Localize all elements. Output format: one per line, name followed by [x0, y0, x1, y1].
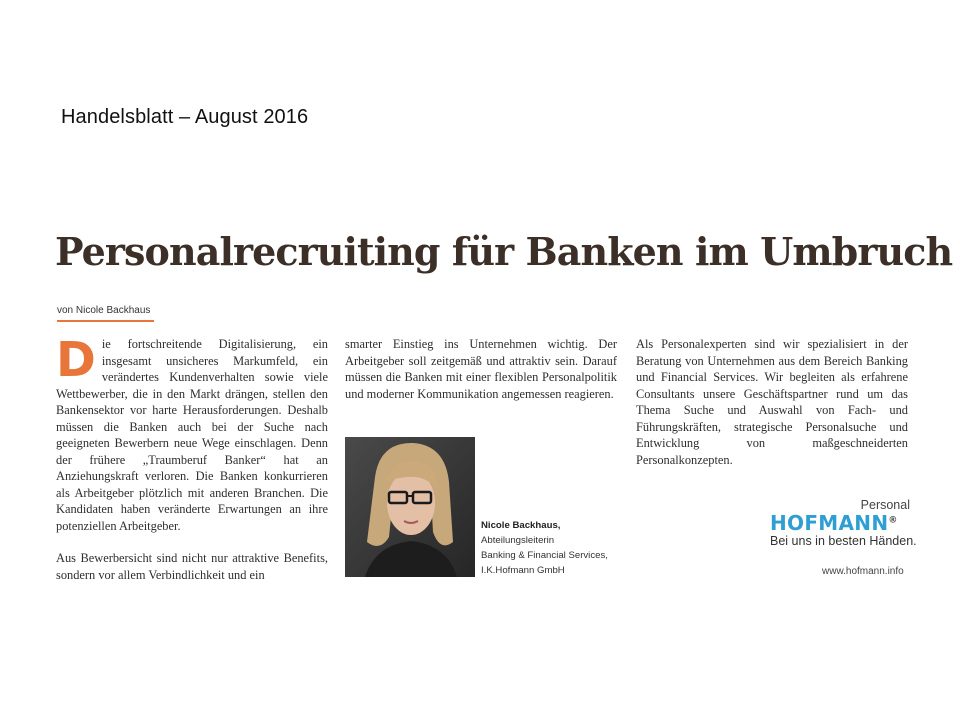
article-column-1	[56, 332, 328, 583]
source-label: Handelsblatt – August 2016	[61, 106, 309, 128]
article-column-2	[345, 336, 617, 402]
caption-company: I.K.Hofmann GmbH	[481, 565, 565, 576]
logo-wordmark-text: HOFMANN	[770, 511, 889, 535]
article-headline: Personalrecruiting für Banken im Umbruch	[55, 229, 953, 274]
company-url: www.hofmann.info	[822, 566, 904, 577]
article-paragraph: Aus Bewerbersicht sind nicht nur attraktive Benefits, sondern vor allem Verbindlichkeit und ein	[56, 551, 328, 582]
article-paragraph: Als Personalexperten sind wir spezialisiert in der Beratung von Unternehmen aus dem Bereich Banking und Financial Services. Wir begleiten als erfahrene Consultants unsere Geschäftspartner rund um das Thema Suche und Auswahl von Fach- und Führungskräften, strategische Personalsuche und Entwicklung von maßgeschneiderten Personalkonzepten.	[636, 337, 908, 467]
logo-wordmark	[770, 511, 898, 535]
article-paragraph	[56, 332, 328, 534]
drop-cap: D	[56, 332, 96, 388]
caption-name: Nicole Backhaus,	[481, 520, 561, 531]
article-column-3	[636, 336, 908, 468]
logo-slogan: Bei uns in besten Händen.	[770, 534, 917, 548]
article-byline: von Nicole Backhaus	[57, 305, 154, 322]
caption-department: Banking & Financial Services,	[481, 550, 608, 561]
logo-personal-label: Personal	[860, 498, 910, 512]
hofmann-logo	[770, 498, 917, 550]
photo-caption	[481, 518, 608, 578]
paragraph-text: ie fortschreitende Digitalisierung, ein insgesamt unsicheres Markumfeld, ein verändertes Kundenverhalten sowie viele Wettbewerber, die in den Markt drängen, stellen den Bankensektor vor harte Herausforderungen. Deshalb müssen die Banken auch bei der Suche nach geeigneten Bewerbern neue Wege einschlagen. Denn der frühere „Traumberuf Banker“ hat an Anziehungskraft verloren. Die Banken konkurrieren als Arbeitgeber plötzlich mit anderen Branchen. Die Kandidaten haben veränderte Erwartungen an ihre potenziellen Arbeitgeber.	[56, 337, 328, 533]
registered-mark: ®	[888, 515, 898, 526]
author-photo	[345, 437, 475, 577]
caption-title: Abteilungsleiterin	[481, 535, 555, 546]
article-paragraph: smarter Einstieg ins Unternehmen wichtig. Der Arbeitgeber soll zeitgemäß und attraktiv sein. Darauf müssen die Banken mit einer flexiblen Personalpolitik und moderner Kommunikation angemessen reagieren.	[345, 337, 617, 401]
